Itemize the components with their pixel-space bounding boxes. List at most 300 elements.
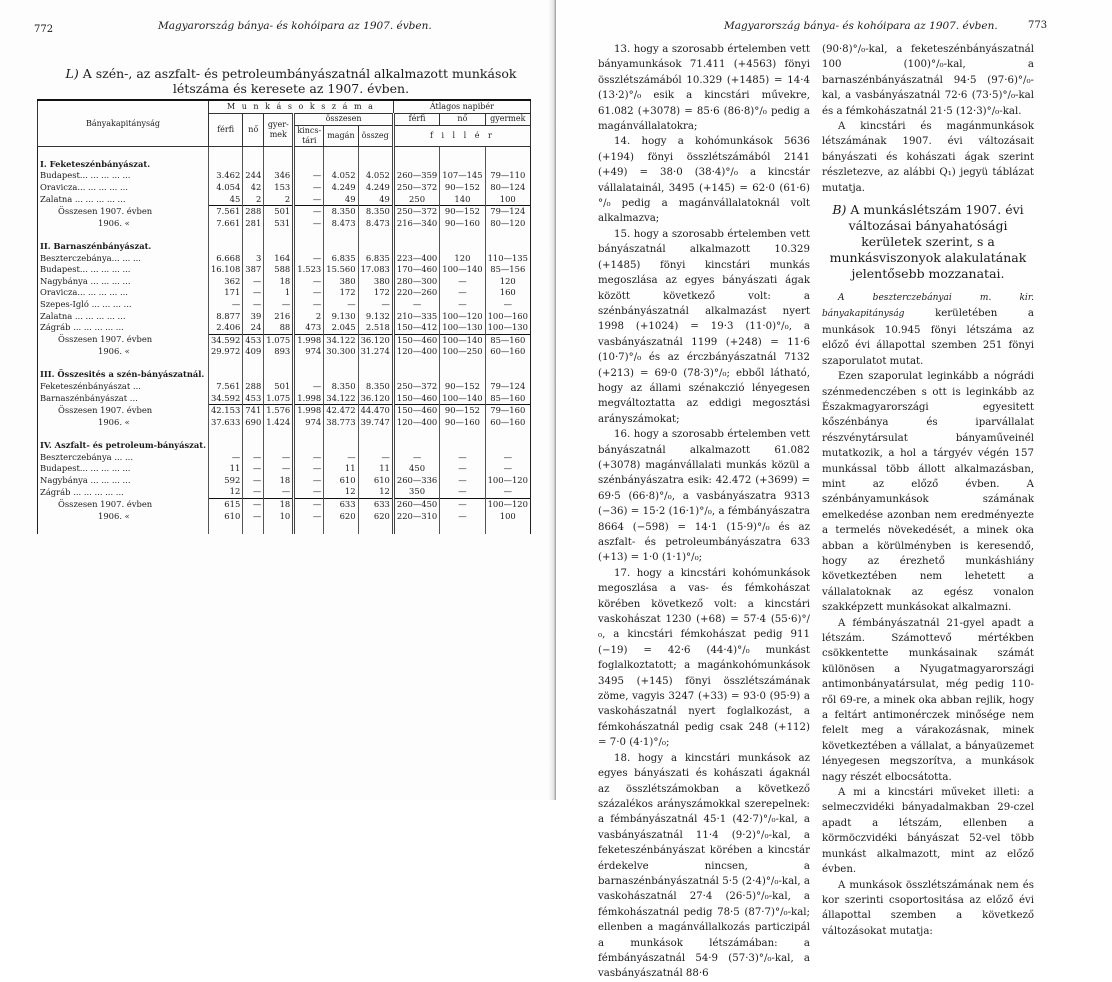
table-cell: — xyxy=(440,287,485,299)
spacer-cell xyxy=(208,159,242,171)
row-label: 1906. « xyxy=(38,346,209,358)
table-cell: — xyxy=(294,463,324,475)
table-cell: 38.773 xyxy=(324,417,358,429)
table-cell: — xyxy=(485,486,530,498)
header-wage: Átlagos napibér xyxy=(393,100,530,113)
paragraph-q-table-ref: A kincstári és magánmunkások létszámának 1907. évi változásait bányászati és kohászati ágak szerint részletezve, az alábbi Q₁) jegyü táblázat mutatja. xyxy=(822,121,1034,194)
left-page xyxy=(0,0,556,800)
spacer-cell xyxy=(440,147,485,159)
workers-wage-table xyxy=(37,99,531,534)
spacer-cell xyxy=(294,428,324,440)
table-cell: 2 xyxy=(264,194,294,206)
paragraph-15: 15. hogy a szorosabb értelemben vett bányászatnál alkalmazott 10.329 (+1485) fönyi kincstári munkás megoszlása az egyes bányászati ágak között következő volt: a szénbányászatnál alkalmazást nyert 1998 (+1024) = 19·3 (11·0)°/₀, a vasbányászatnál 1199 (+248) = 11·6 (10·7)°/₀ és az érczbányászatnál 7132 (+213) = 69·0 (78·3)°/₀; ebből látható, hogy az állami szénakczió lényegesen megváltoztatta az eddigi megosztási arányszámokat; xyxy=(598,228,810,425)
table-cell: 172 xyxy=(324,287,358,299)
table-cell: 60—160 xyxy=(485,417,530,429)
table-cell: 4.054 xyxy=(208,182,242,194)
table-cell: 36.120 xyxy=(358,393,393,405)
table-cell: — xyxy=(324,299,358,311)
table-cell: — xyxy=(358,452,393,464)
table-cell: 1.998 xyxy=(294,393,324,405)
header-workers: M u n k á s o k s z á m a xyxy=(208,100,393,113)
table-cell: 34.592 xyxy=(208,334,242,346)
table-cell: 223—400 xyxy=(393,253,439,265)
spacer-cell xyxy=(324,440,358,452)
table-cell: 409 xyxy=(243,346,264,358)
spacer-cell xyxy=(393,440,439,452)
table-cell: 3.462 xyxy=(208,170,242,182)
spacer-cell xyxy=(393,369,439,381)
table-cell: 250—372 xyxy=(393,381,439,393)
row-label: Összesen 1907. évben xyxy=(38,499,209,511)
header-ferfi: férfi xyxy=(208,113,242,147)
paragraph-metal-mining: A fémbányászatnál 21-gyel apadt a létszám. Számottevő mértékben csökkentette munkásainak számát különösen a Nyugatmagyarországi antimonbányatársulat, még pedig 110-ről 69-re, a minek oka abban rejlik, hogy a feltárt antimonérczek minősége nem felelt meg a várakozásnak, minek következtében a vállalat, a bányaüzemet lényegesen megszorítva, a munkások nagy részét elbocsátotta. xyxy=(822,617,1034,783)
spacer-cell xyxy=(243,241,264,253)
row-label: Nagybánya ... ... ... ... xyxy=(38,276,209,288)
table-cell: 4.249 xyxy=(324,182,358,194)
table-cell: — xyxy=(440,299,485,311)
table-cell: — xyxy=(440,452,485,464)
table-cell: 216 xyxy=(264,311,294,323)
table-cell: — xyxy=(485,463,530,475)
table-cell: — xyxy=(393,452,439,464)
table-cell: 1.424 xyxy=(264,417,294,429)
table-cell: 150—412 xyxy=(393,322,439,334)
table-cell: — xyxy=(243,511,264,523)
section-label: B) xyxy=(832,202,847,218)
district-name-italic: A beszterczebányai m. kir. bányakapitányság xyxy=(822,293,1034,320)
spacer-cell xyxy=(485,440,530,452)
spacer-cell xyxy=(358,147,393,159)
table-cell: 7.661 xyxy=(208,218,242,230)
table-cell: — xyxy=(294,182,324,194)
table-cell: 160 xyxy=(485,287,530,299)
table-cell: 79—160 xyxy=(485,405,530,417)
table-cell: — xyxy=(294,499,324,511)
table-cell: — xyxy=(294,218,324,230)
spacer-cell xyxy=(440,241,485,253)
table-cell: — xyxy=(294,511,324,523)
spacer-cell xyxy=(440,440,485,452)
spacer-cell xyxy=(358,241,393,253)
spacer-cell xyxy=(243,147,264,159)
table-cell: 12 xyxy=(208,486,242,498)
spacer-cell xyxy=(264,159,294,171)
table-cell: 85—160 xyxy=(485,334,530,346)
table-cell: 90—152 xyxy=(440,405,485,417)
paragraph-besztercebanya-text: kerületében a munkások 10.945 fönyi létszáma az előző évi állapottal szemben 251 fönyi szaporulatot mutat. xyxy=(822,308,1034,367)
spacer-row xyxy=(38,428,531,440)
table-cell: 1.998 xyxy=(294,405,324,417)
table-cell: 100—160 xyxy=(485,311,530,323)
table-cell: 17.083 xyxy=(358,264,393,276)
table-cell: 1.576 xyxy=(264,405,294,417)
spacer-cell xyxy=(324,147,358,159)
table-cell: 893 xyxy=(264,346,294,358)
table-row xyxy=(38,299,531,311)
row-label: Oravicza... ... ... ... ... xyxy=(38,182,209,194)
table-cell: — xyxy=(294,253,324,265)
section-title: II. Barnaszénbányászat. xyxy=(38,241,209,253)
table-cell: 49 xyxy=(324,194,358,206)
table-cell: 39 xyxy=(243,311,264,323)
table-cell: 346 xyxy=(264,170,294,182)
table-cell: — xyxy=(243,486,264,498)
table-cell: 150—460 xyxy=(393,334,439,346)
table-body xyxy=(38,147,531,534)
spacer-row xyxy=(38,229,531,241)
total-row xyxy=(38,206,531,218)
table-cell: 473 xyxy=(294,322,324,334)
page-number: 773 xyxy=(1028,20,1048,31)
table-cell: 280—300 xyxy=(393,276,439,288)
table-cell: 120 xyxy=(440,253,485,265)
spacer-cell xyxy=(264,147,294,159)
row-label: Összesen 1907. évben xyxy=(38,206,209,218)
table-cell: 8.350 xyxy=(358,381,393,393)
table-cell: 120 xyxy=(485,276,530,288)
table-cell: — xyxy=(243,276,264,288)
table-cell: 18 xyxy=(264,276,294,288)
row-label: Budapest... ... ... ... ... xyxy=(38,463,209,475)
paragraph-grouping: A munkások összlétszámának nem és kor szerinti csoportositása az előző évi állapottal szemben a következő változásokat mutatja: xyxy=(822,879,1034,937)
header-wage-gyermek: gyermek xyxy=(485,113,530,126)
row-label: Budapest... ... ... ... ... xyxy=(38,264,209,276)
paragraph-18: 18. hogy a kincstári munkások az egyes bányászati és kohászati ágaknál az összlétszámokban a következő százalékos arányszámokkal szerepelnek: a fémbányászatnál 45·1 (42·7)°/₀-kal, a vasbányászatnál 11·4 (9·2)°/₀-kal, a feketeszénbányászat körében a kincstár érdekelve nincsen, a barnaszénbányászatnál 5·5 (2·4)°/₀-kal, a vaskohászatnál 27·4 (26·5)°/₀-kal, a fémkohászatnál pedig 78·5 (87·7)°/₀-kal; ellenben a magánvállalkozás particzipál a munkások létszámában: a fémbányászatnál 54·9 (57·3)°/₀-kal, a vasbányászatnál 88·6 xyxy=(598,752,810,980)
table-cell: — xyxy=(294,299,324,311)
table-cell: 100—250 xyxy=(440,346,485,358)
table-cell: 362 xyxy=(208,276,242,288)
table-cell: 260—359 xyxy=(393,170,439,182)
table-cell: 88 xyxy=(264,322,294,334)
table-cell: 100—140 xyxy=(440,393,485,405)
spacer-cell xyxy=(485,522,530,534)
table-cell: 18 xyxy=(264,499,294,511)
right-page xyxy=(556,0,1112,980)
table-cell: — xyxy=(440,511,485,523)
total-row xyxy=(38,499,531,511)
spacer-cell xyxy=(208,369,242,381)
table-cell: 615 xyxy=(208,499,242,511)
table-cell: 350 xyxy=(393,486,439,498)
table-cell: 37.633 xyxy=(208,417,242,429)
spacer-cell xyxy=(243,369,264,381)
spacer-cell xyxy=(485,159,530,171)
running-head: Magyarország bánya- és kohóipara az 1907. évben. xyxy=(724,20,998,32)
table-cell: 380 xyxy=(324,276,358,288)
header-wage-ferfi: férfi xyxy=(393,113,439,126)
table-cell: 49 xyxy=(358,194,393,206)
paragraph-13: 13. hogy a szorosabb értelemben vett bányamunkások 71.411 (+4563) fönyi összlétszámából 10.329 (+1485) = 14·4 (13·2)°/₀ esik a kincstári művekre, 61.082 (+3078) = 85·6 (86·8)°/₀ pedig a magánvállalatokra; xyxy=(598,44,810,133)
table-cell: 2.406 xyxy=(208,322,242,334)
table-cell: 10 xyxy=(264,511,294,523)
table-cell: 741 xyxy=(243,405,264,417)
row-label: Beszterczebánya ... ... xyxy=(38,452,209,464)
table-row xyxy=(38,194,531,206)
table-cell: — xyxy=(264,463,294,475)
table-cell: 12 xyxy=(358,486,393,498)
table-cell: — xyxy=(358,299,393,311)
table-cell: — xyxy=(440,486,485,498)
spacer-row xyxy=(38,358,531,370)
spacer-cell xyxy=(324,159,358,171)
row-label: Oravicza... ... ... ... ... xyxy=(38,287,209,299)
table-cell: 260—450 xyxy=(393,499,439,511)
spacer-row xyxy=(38,522,531,534)
row-label: 1906. « xyxy=(38,511,209,523)
table-cell: 36.120 xyxy=(358,334,393,346)
table-cell: 85—156 xyxy=(485,264,530,276)
paragraph-continuation: (90·8)°/₀-kal, a feketeszénbányászatnál 100 (100)°/₀-kal, a barnaszénbányászatnál 94·5 (97·6)°/₀-kal, a vasbányászatnál 72·6 (73·5)°/₀-kal és a fémkohászatnál 21·5 (12·3)°/₀-kal. xyxy=(822,44,1034,117)
spacer-cell xyxy=(208,358,242,370)
table-cell: 220—310 xyxy=(393,511,439,523)
header-kincstari: kincs-tári xyxy=(294,126,324,147)
table-cell: 34.592 xyxy=(208,393,242,405)
spacer-cell xyxy=(440,522,485,534)
table-cell: 288 xyxy=(243,206,264,218)
table-cell: 15.560 xyxy=(324,264,358,276)
table-cell: 1.523 xyxy=(294,264,324,276)
paragraph-14: 14. hogy a kohómunkások 5636 (+194) fönyi összlétszámából 2141 (+49) = 38·0 (38·4)°/₀ a kincstár vállalatainál, 3495 (+145) = 62·0 (61·6)°/₀ pedig a magánvállalatoknál volt alkalmazva; xyxy=(598,136,810,225)
table-cell: 610 xyxy=(208,511,242,523)
spacer-cell xyxy=(324,522,358,534)
table-cell: — xyxy=(485,452,530,464)
spacer-cell xyxy=(243,229,264,241)
table-cell: — xyxy=(294,287,324,299)
table-header xyxy=(38,100,531,147)
table-cell: 100 xyxy=(485,511,530,523)
table-cell: 107—145 xyxy=(440,170,485,182)
spacer-cell xyxy=(208,241,242,253)
spacer-cell xyxy=(208,428,242,440)
table-cell: 100—130 xyxy=(485,322,530,334)
table-cell: 2 xyxy=(243,194,264,206)
table-cell: 150—460 xyxy=(393,405,439,417)
spacer-cell xyxy=(485,428,530,440)
total-row xyxy=(38,417,531,429)
table-cell: — xyxy=(440,475,485,487)
header-magan: magán xyxy=(324,126,358,147)
paragraph-16: 16. hogy a szorosabb értelemben vett bányászatnál alkalmazott 61.082 (+3078) magánvállalati munkás közül a szénbányászatra esik: 42.472 (+3699) = 69·5 (66·8)°/₀, a vasbányászatra 9313 (−36) = 15·2 (16·1)°/₀, a fémbányászatra 8664 (−598) = 14·1 (15·9)°/₀ és az aszfalt- és petroleumbányászatra 633 (+13) = 1·0 (1·1)°/₀; xyxy=(598,429,810,564)
row-label: Beszterczebánya... ... ... xyxy=(38,253,209,265)
spacer-cell xyxy=(358,159,393,171)
spacer-cell xyxy=(264,440,294,452)
table-cell: 6.835 xyxy=(358,253,393,265)
table-cell: 30.300 xyxy=(324,346,358,358)
spacer-cell xyxy=(38,229,209,241)
table-title-text: A szén-, az aszfalt- és petroleumbányászatnál alkalmazott munkások létszáma és keresete az 1907. évben. xyxy=(82,66,517,96)
spacer-cell xyxy=(358,440,393,452)
table-cell: 100 xyxy=(485,194,530,206)
row-label: Összesen 1907. évben xyxy=(38,334,209,346)
table-cell: 90—152 xyxy=(440,206,485,218)
table-cell: 501 xyxy=(264,381,294,393)
header-unit: f i l l é r xyxy=(393,126,530,147)
table-cell: 42.153 xyxy=(208,405,242,417)
table-cell: 150—460 xyxy=(393,393,439,405)
table-cell: — xyxy=(294,194,324,206)
table-row xyxy=(38,276,531,288)
spacer-cell xyxy=(208,147,242,159)
table-cell: 281 xyxy=(243,218,264,230)
table-cell: — xyxy=(440,499,485,511)
table-cell: — xyxy=(243,452,264,464)
table-cell: 216—340 xyxy=(393,218,439,230)
table-cell: 42.472 xyxy=(324,405,358,417)
table-cell: 90—160 xyxy=(440,417,485,429)
row-label: Zalatna ... ... ... ... ... xyxy=(38,194,209,206)
table-cell: 250—372 xyxy=(393,182,439,194)
row-label: Barnaszénbányászat ... xyxy=(38,393,209,405)
spacer-cell xyxy=(393,428,439,440)
row-label: Zágráb ... ... ... ... ... xyxy=(38,322,209,334)
spacer-cell xyxy=(264,241,294,253)
section-heading-row xyxy=(38,159,531,171)
table-cell: 100—120 xyxy=(485,475,530,487)
spacer-cell xyxy=(358,229,393,241)
table-cell: 164 xyxy=(264,253,294,265)
spacer-cell xyxy=(208,522,242,534)
table-row xyxy=(38,311,531,323)
table-cell: — xyxy=(294,381,324,393)
table-cell: — xyxy=(294,452,324,464)
table-cell: 85—160 xyxy=(485,393,530,405)
table-row xyxy=(38,322,531,334)
section-title: I. Feketeszénbányászat. xyxy=(38,159,209,171)
row-label: Nagybánya ... ... ... ... xyxy=(38,475,209,487)
table-cell: — xyxy=(243,299,264,311)
table-cell: — xyxy=(243,287,264,299)
spacer-cell xyxy=(440,369,485,381)
table-cell: 974 xyxy=(294,417,324,429)
section-heading-row xyxy=(38,369,531,381)
table-cell: 11 xyxy=(208,463,242,475)
table-row xyxy=(38,182,531,194)
spacer-cell xyxy=(393,522,439,534)
paragraph-besztercebanya xyxy=(822,290,1034,369)
table-cell: 171 xyxy=(208,287,242,299)
table-cell: 220—260 xyxy=(393,287,439,299)
spacer-cell xyxy=(208,229,242,241)
spacer-cell xyxy=(264,428,294,440)
table-row xyxy=(38,452,531,464)
table-cell: 11 xyxy=(324,463,358,475)
table-cell: 34.122 xyxy=(324,334,358,346)
running-head: Magyarország bánya- és kohóipara az 1907. évben. xyxy=(158,20,432,32)
table-cell: 210—335 xyxy=(393,311,439,323)
table-cell: 2.045 xyxy=(324,322,358,334)
table-cell: 80—120 xyxy=(485,218,530,230)
spacer-cell xyxy=(294,358,324,370)
total-row xyxy=(38,334,531,346)
section-title: III. Összesités a szén-bányászatnál. xyxy=(38,369,209,381)
spacer-cell xyxy=(294,159,324,171)
table-cell: 44.470 xyxy=(358,405,393,417)
spacer-cell xyxy=(393,147,439,159)
table-cell: 531 xyxy=(264,218,294,230)
total-row xyxy=(38,405,531,417)
spacer-cell xyxy=(440,159,485,171)
row-label: Zágráb ... ... ... ... ... xyxy=(38,486,209,498)
row-label: Zalatna ... ... ... ... ... xyxy=(38,311,209,323)
table-cell: 110—135 xyxy=(485,253,530,265)
table-cell: 8.350 xyxy=(324,206,358,218)
table-cell: 620 xyxy=(324,511,358,523)
table-cell: 453 xyxy=(243,393,264,405)
row-label: 1906. « xyxy=(38,417,209,429)
table-cell: 588 xyxy=(264,264,294,276)
spacer-cell xyxy=(294,147,324,159)
table-row xyxy=(38,393,531,405)
row-label: Feketeszénbányászat ... xyxy=(38,381,209,393)
header-gyermek: gyer-mek xyxy=(264,113,294,147)
table-cell: 11 xyxy=(358,463,393,475)
spacer-cell xyxy=(264,358,294,370)
table-cell: — xyxy=(264,486,294,498)
spacer-cell xyxy=(208,440,242,452)
table-cell: 100—130 xyxy=(440,322,485,334)
table-cell: — xyxy=(294,486,324,498)
table-cell: 592 xyxy=(208,475,242,487)
table-cell: 120—400 xyxy=(393,346,439,358)
table-cell: 172 xyxy=(358,287,393,299)
table-cell: 3 xyxy=(243,253,264,265)
table-cell: 387 xyxy=(243,264,264,276)
table-cell: 153 xyxy=(264,182,294,194)
table-row xyxy=(38,475,531,487)
table-cell: 4.052 xyxy=(358,170,393,182)
table-cell: 610 xyxy=(324,475,358,487)
table-cell: — xyxy=(264,452,294,464)
table-cell: — xyxy=(294,276,324,288)
table-cell: — xyxy=(440,463,485,475)
section-heading-row xyxy=(38,440,531,452)
table-cell: 380 xyxy=(358,276,393,288)
spacer-cell xyxy=(243,159,264,171)
table-cell: 974 xyxy=(294,346,324,358)
table-cell: — xyxy=(243,499,264,511)
table-cell: 244 xyxy=(243,170,264,182)
table-cell: 260—336 xyxy=(393,475,439,487)
table-row xyxy=(38,287,531,299)
spacer-cell xyxy=(294,241,324,253)
section-title: A munkáslétszám 1907. évi változásai bányahatósági kerületek szerint, s a munkásviszonyok alakulatának jelentősebb mozzanatai. xyxy=(829,202,1027,282)
table-cell: 79—124 xyxy=(485,381,530,393)
table-cell: 100—120 xyxy=(485,499,530,511)
table-cell: 90—152 xyxy=(440,182,485,194)
table-cell: 8.473 xyxy=(324,218,358,230)
spacer-cell xyxy=(485,229,530,241)
table-cell: 42 xyxy=(243,182,264,194)
table-row xyxy=(38,264,531,276)
table-cell: 120—400 xyxy=(393,417,439,429)
spacer-cell xyxy=(264,229,294,241)
spacer-cell xyxy=(358,428,393,440)
spacer-cell xyxy=(358,522,393,534)
spacer-cell xyxy=(440,428,485,440)
table-cell: 100—120 xyxy=(440,311,485,323)
spacer-cell xyxy=(324,229,358,241)
spacer-row xyxy=(38,147,531,159)
page-number: 772 xyxy=(34,24,54,35)
table-cell: — xyxy=(264,299,294,311)
spacer-cell xyxy=(324,369,358,381)
row-label: Szepes-Igló ... ... ... ... xyxy=(38,299,209,311)
spacer-cell xyxy=(393,229,439,241)
table-title xyxy=(48,66,534,96)
table-cell: 79—110 xyxy=(485,170,530,182)
section-title: IV. Aszfalt- és petroleum-bányászat. xyxy=(38,440,209,452)
table-cell: 24 xyxy=(243,322,264,334)
